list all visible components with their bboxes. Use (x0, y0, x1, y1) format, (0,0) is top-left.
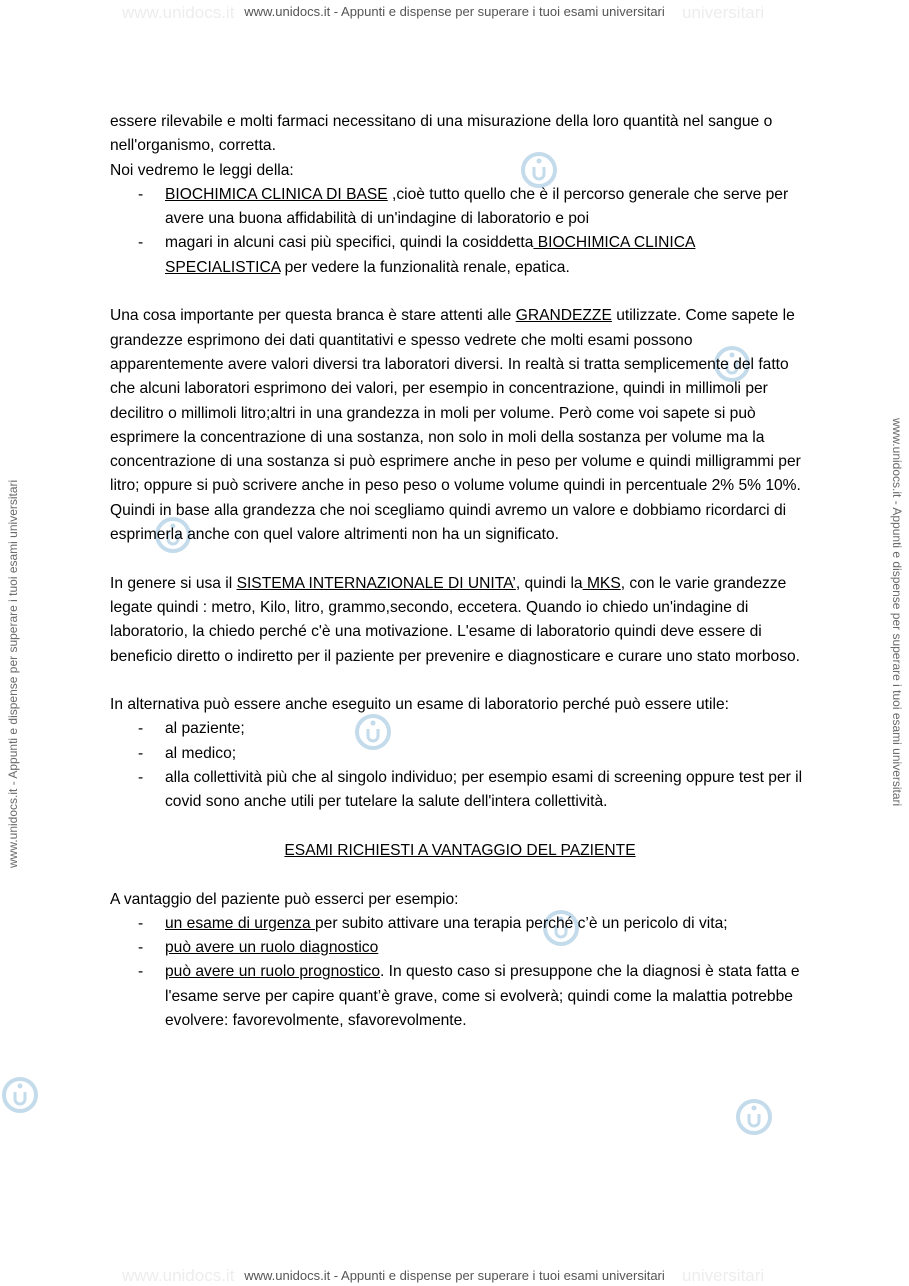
paragraph: essere rilevabile e molti farmaci necessitano di una misurazione della loro quantità nel sangue o nell'organismo, corretta. (110, 113, 773, 155)
paragraph-text: , quindi la (515, 574, 583, 592)
list-item-text: al medico; (165, 744, 237, 762)
underlined-term: MKS (582, 574, 621, 592)
list-item-text: ,cioè tutto quello che è il percorso generale che serve per avere una buona affidabilità di un'indagine di laboratorio e poi (165, 185, 789, 228)
paragraph-text: In genere si usa il (110, 574, 237, 592)
list-item (110, 766, 810, 815)
list-item-text: magari in alcuni casi più specifici, quindi la cosiddetta (165, 234, 534, 252)
paragraph: A vantaggio del paziente può esserci per esempio: (110, 890, 459, 908)
underlined-term: un esame di urgenza (165, 914, 315, 932)
list-item (110, 231, 810, 280)
list-dash: - (138, 963, 144, 981)
paragraph: Noi vedremo le leggi della: (110, 161, 294, 179)
list-item (110, 936, 810, 960)
ghost-watermark: www.unidocs.it (122, 3, 235, 22)
list-item-text: al paziente; (165, 720, 245, 738)
paragraph (110, 572, 810, 669)
list-item-text: . In questo caso si presuppone che la diagnosi è stata fatta e l'esame serve per capire quant’è grave, come si evolverà; quindi come la malattia potrebbe evolvere: favorevolmente, sfavorevolmente. (165, 963, 800, 1029)
list-item (110, 183, 810, 232)
watermark-top[interactable]: www.unidocs.it - Appunti e dispense per superare i tuoi esami universitari (244, 4, 665, 19)
paragraph-text: utilizzate. Come sapete le grandezze esprimono dei dati quantitativi e spesso vedrete che molti esami possono apparentemente avere valori diversi tra laboratori diversi. In realtà si tratta semplicemente del fatto che alcuni laboratori esprimono dei valori, per esempio in concentrazione, quindi in millimoli per decilitro o millimoli litro;altri in una grandezza in moli per volume. Però come voi sapete si può esprimere la concentrazione di una sostanza, non solo in moli della sostanza per volume ma la concentrazione di una sostanza si può esprimere anche in peso per volume e quindi milligrammi per litro; oppure si può scrivere anche in peso peso o volume volume quindi in percentuale 2% 5% 10%. Quindi in base alla grandezza che noi scegliamo quindi avremo un valore e dobbiamo ricordarci di esprimerla anche con quel valore altrimenti non ha un significato. (110, 307, 801, 544)
list-dash: - (138, 720, 144, 738)
list-item-text: per vedere la funzionalità renale, epatica. (280, 258, 570, 276)
underlined-term: può avere un ruolo diagnostico (165, 939, 379, 957)
underlined-term: BIOCHIMICA CLINICA DI BASE (165, 185, 388, 203)
unidocs-logo-icon (734, 1097, 774, 1137)
paragraph: In alternativa può essere anche eseguito un esame di laboratorio perché può essere utile: (110, 696, 729, 714)
paragraph (110, 304, 810, 547)
paragraph-text: , con le varie grandezze legate quindi : metro, Kilo, litro, grammo,secondo, eccetera. Quando io chiedo un'indagine di laboratorio, la chiedo perché c'è una motivazione. L'esame di laboratorio quindi deve essere di beneficio diretto o indiretto per il paziente per prevenire e diagnosticare e curare uno stato morboso. (110, 574, 800, 665)
list-item (110, 912, 810, 936)
list-item-text: alla collettività più che al singolo individuo; per esempio esami di screening oppure test per il covid sono anche utili per tutelare la salute dell'intera collettività. (165, 769, 803, 811)
watermark-right: www.unidocs.it - Appunti e dispense per superare i tuoi esami universitari (890, 418, 904, 807)
watermark-left: www.unidocs.it - Appunti e dispense per superare i tuoi esami universitari (6, 479, 20, 868)
underlined-term: può avere un ruolo prognostico (165, 963, 380, 981)
underlined-term: BIOCHIMICA CLINICA SPECIALISTICA (165, 234, 696, 276)
underlined-term: GRANDEZZE (515, 307, 612, 325)
list-item (110, 742, 810, 766)
unidocs-logo-icon (0, 1075, 40, 1115)
underlined-term: SISTEMA INTERNAZIONALE DI UNITA’ (236, 574, 516, 592)
list-dash: - (138, 744, 144, 762)
ghost-watermark: www.unidocs.it (122, 1266, 235, 1285)
list-dash: - (138, 914, 144, 932)
ghost-watermark: universitari (682, 3, 765, 22)
section-heading (110, 839, 810, 863)
list-dash: - (138, 939, 144, 957)
list-item-text: per subito attivare una terapia perché c’è un pericolo di vita; (314, 914, 728, 932)
document-body (110, 110, 810, 1033)
watermark-bottom[interactable]: www.unidocs.it - Appunti e dispense per superare i tuoi esami universitari (244, 1268, 665, 1283)
list-item (110, 960, 810, 1033)
section-heading-text: ESAMI RICHIESTI A VANTAGGIO DEL PAZIENTE (284, 841, 636, 859)
list-item (110, 717, 810, 741)
ghost-watermark: universitari (682, 1266, 765, 1285)
list-dash: - (138, 185, 144, 203)
list-dash: - (138, 769, 144, 787)
list-dash: - (138, 234, 144, 252)
paragraph-text: Una cosa importante per questa branca è stare attenti alle (110, 307, 516, 325)
